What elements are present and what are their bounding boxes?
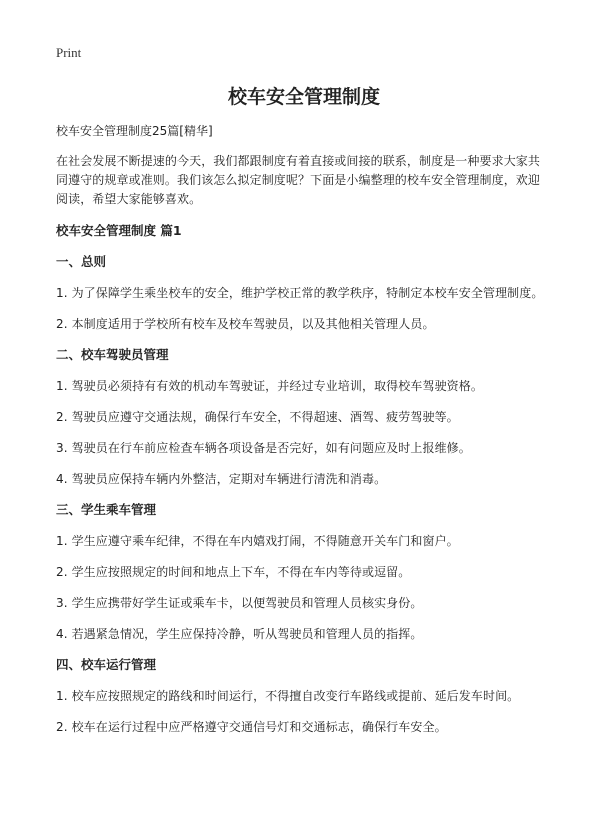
page-title: 校车安全管理制度	[227, 86, 380, 108]
list-item: 2. 本制度适用于学校所有校车及校车驾驶员，以及其他相关管理人员。	[56, 317, 435, 331]
list-item: 4. 若遇紧急情况，学生应保持冷静，听从驾驶员和管理人员的指挥。	[56, 627, 423, 641]
section-heading: 二、校车驾驶员管理	[56, 347, 169, 362]
list-item: 2. 驾驶员应遵守交通法规，确保行车安全，不得超速、酒驾、疲劳驾驶等。	[56, 410, 459, 424]
list-item: 1. 驾驶员必须持有有效的机动车驾驶证，并经过专业培训，取得校车驾驶资格。	[56, 379, 483, 393]
list-item: 4. 驾驶员应保持车辆内外整洁，定期对车辆进行清洗和消毒。	[56, 472, 387, 486]
article-heading: 校车安全管理制度 篇1	[56, 223, 182, 238]
document-page	[56, 44, 552, 749]
list-item: 1. 为了保障学生乘坐校车的安全，维护学校正常的教学秩序，特制定本校车安全管理制度。	[56, 286, 544, 300]
list-item: 1. 校车应按照规定的路线和时间运行，不得擅自改变行车路线或提前、延后发车时间。	[56, 689, 520, 703]
list-item: 3. 学生应携带好学生证或乘车卡，以便驾驶员和管理人员核实身份。	[56, 596, 423, 610]
document-subtitle: 校车安全管理制度25篇[精华]	[56, 124, 213, 138]
section-heading: 三、学生乘车管理	[56, 502, 157, 517]
section-general	[56, 253, 552, 334]
section-driver-management	[56, 346, 552, 489]
list-item: 3. 驾驶员在行车前应检查车辆各项设备是否完好，如有问题应及时上报维修。	[56, 441, 471, 455]
list-item: 1. 学生应遵守乘车纪律，不得在车内嬉戏打闹，不得随意开关车门和窗户。	[56, 534, 459, 548]
list-item: 2. 校车在运行过程中应严格遵守交通信号灯和交通标志，确保行车安全。	[56, 720, 447, 734]
print-link[interactable]: Print	[56, 45, 82, 60]
section-heading: 四、校车运行管理	[56, 657, 157, 672]
list-item: 2. 学生应按照规定的时间和地点上下车，不得在车内等待或逗留。	[56, 565, 411, 579]
section-heading: 一、总则	[56, 254, 107, 269]
intro-paragraph: 在社会发展不断提速的今天，我们都跟制度有着直接或间接的联系，制度是一种要求大家共同遵守的规章或准则。我们该怎么拟定制度呢？下面是小编整理的校车安全管理制度，欢迎阅读，希望大家能够喜欢。	[56, 154, 541, 206]
section-bus-operation	[56, 656, 552, 737]
section-student-riding	[56, 501, 552, 644]
